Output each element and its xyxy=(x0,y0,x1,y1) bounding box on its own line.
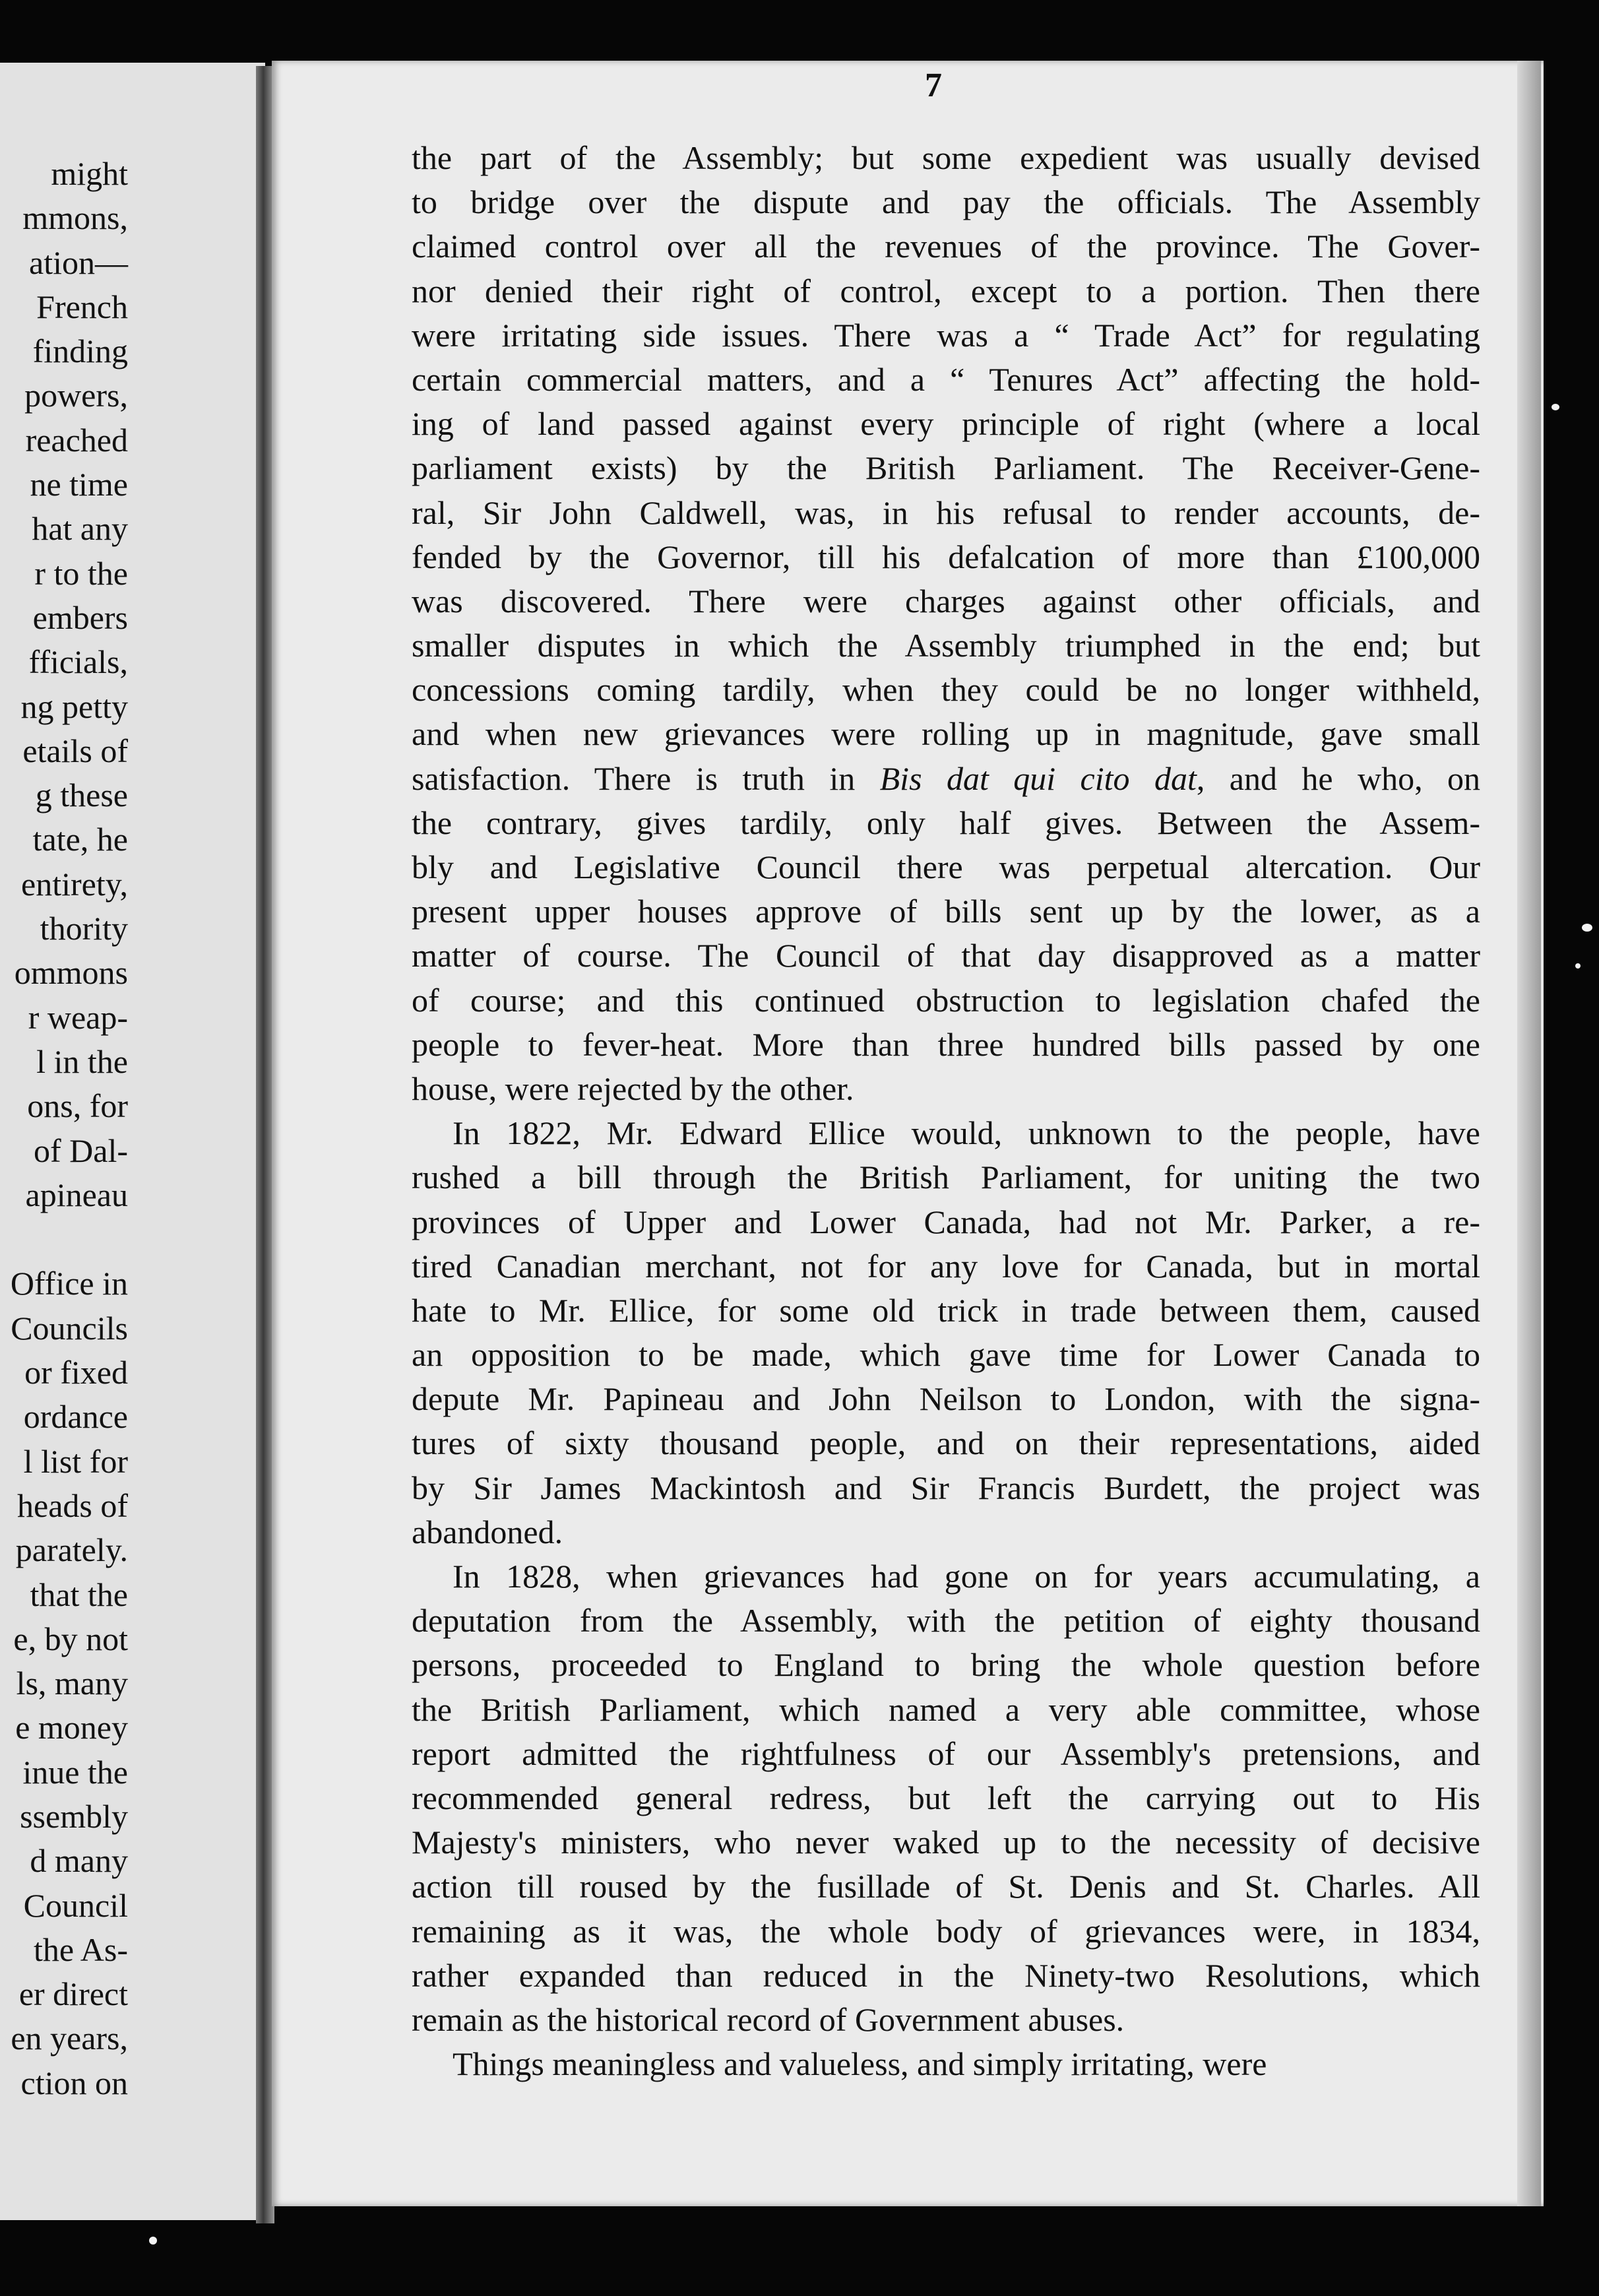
text-line: In 1822, Mr. Edward Ellice would, unknown to the people, have xyxy=(453,1114,1480,1152)
left-page-line: ordance xyxy=(23,1398,128,1436)
left-page-line: hat any xyxy=(32,510,128,548)
left-page-line: d many xyxy=(30,1842,128,1880)
left-page-line: of Dal- xyxy=(34,1132,128,1169)
text-line: hate to Mr. Ellice, for some old trick in trade between them, caused xyxy=(412,1291,1480,1329)
text-line: and when new grievances were rolling up in magnitude, gave small xyxy=(412,715,1480,753)
text-line: provinces of Upper and Lower Canada, had not Mr. Parker, a re- xyxy=(412,1203,1480,1240)
text-line: by Sir James Mackintosh and Sir Francis Burdett, the project was xyxy=(412,1469,1480,1506)
page-edge xyxy=(1517,61,1541,2206)
text-line: house, were rejected by the other. xyxy=(412,1069,854,1107)
body-text xyxy=(412,136,1480,2086)
left-facing-page xyxy=(0,63,265,2220)
text-line: was discovered. There were charges against other officials, and xyxy=(412,582,1480,620)
text-line: ing of land passed against every principle of right (where a local xyxy=(412,405,1480,443)
text-line: remain as the historical record of Government abuses. xyxy=(412,2000,1125,2038)
text-line: an opposition to be made, which gave time for Lower Canada to xyxy=(412,1336,1480,1374)
left-page-text xyxy=(0,152,128,2105)
left-page-line: ng petty xyxy=(20,687,128,725)
left-page-line: mmons, xyxy=(22,199,128,237)
left-page-line: er direct xyxy=(18,1975,128,2013)
left-page-line: etails of xyxy=(22,732,128,769)
left-page-line: powers, xyxy=(24,377,128,414)
text-line: present upper houses approve of bills sent up by the lower, as a xyxy=(412,893,1480,930)
left-page-line xyxy=(0,1217,128,1261)
text-line: fended by the Governor, till his defalcation of more than £100,000 xyxy=(412,538,1480,575)
latin-phrase: Bis dat qui cito dat xyxy=(879,759,1197,797)
text-line: people to fever-heat. More than three hundred bills passed by one xyxy=(412,1025,1480,1063)
text-line: rather expanded than reduced in the Ninety-two Resolutions, which xyxy=(412,1956,1480,1994)
text-line: recommended general redress, but left the carrying out to His xyxy=(412,1779,1480,1816)
text-line: to bridge over the dispute and pay the officials. The Assembly xyxy=(412,183,1480,221)
left-page-line: entirety, xyxy=(21,865,128,903)
left-page-line: Office in xyxy=(10,1265,128,1302)
left-page-line: g these xyxy=(35,777,128,814)
text-line: action till roused by the fusillade of St. Denis and St. Charles. All xyxy=(412,1868,1480,1905)
text-line: Majesty's ministers, who never waked up to the necessity of decisive xyxy=(412,1824,1480,1861)
left-page-line: tate, he xyxy=(32,821,128,858)
left-page-line: reached xyxy=(25,421,128,459)
left-page-line: e, by not xyxy=(13,1620,128,1657)
left-page-line: ation— xyxy=(29,243,128,281)
left-page-line: might xyxy=(51,155,128,192)
left-page-line: that the xyxy=(30,1576,128,1613)
left-page-line: ommons xyxy=(14,954,128,992)
left-page-line: heads of xyxy=(17,1486,128,1524)
scan-speck xyxy=(149,2237,157,2245)
left-page-line: r weap- xyxy=(28,998,128,1036)
text-line: remaining as it was, the whole body of grievances were, in 1834, xyxy=(412,1912,1480,1950)
text-line: claimed control over all the revenues of the province. The Gover- xyxy=(412,228,1480,265)
text-line: bly and Legislative Council there was perpetual altercation. Our xyxy=(412,848,1480,885)
text-line: persons, proceeded to England to bring the whole question before xyxy=(412,1646,1480,1684)
left-page-line: finding xyxy=(32,333,128,370)
text-line: deputation from the Assembly, with the petition of eighty thousand xyxy=(412,1602,1480,1640)
text-line: depute Mr. Papineau and John Neilson to London, with the signa- xyxy=(412,1380,1480,1418)
text-line: abandoned. xyxy=(412,1513,563,1550)
text-line: satisfaction. There is truth in Bis dat qui cito dat, and he who, on xyxy=(412,759,1480,797)
left-page-line: parately. xyxy=(15,1531,128,1569)
text-line: the contrary, gives tardily, only half gives. Between the Assem- xyxy=(412,804,1480,841)
text-line: tired Canadian merchant, not for any love for Canada, but in mortal xyxy=(412,1247,1480,1285)
left-page-line: Council xyxy=(23,1886,128,1924)
left-page-line: fficials, xyxy=(28,643,128,681)
left-page-line: e money xyxy=(15,1709,128,1746)
left-page-line: r to the xyxy=(34,554,128,592)
left-page-line: thority xyxy=(40,910,128,947)
text-line: report admitted the rightfulness of our Assembly's pretensions, and xyxy=(412,1735,1480,1772)
text-line: concessions coming tardily, when they could be no longer withheld, xyxy=(412,671,1480,709)
text-line: Things meaningless and valueless, and simply irritating, were xyxy=(453,2045,1267,2083)
left-page-line: apineau xyxy=(25,1176,128,1213)
left-page-line: ction on xyxy=(20,2064,128,2101)
scan-speck xyxy=(1552,404,1559,410)
text-line: tures of sixty thousand people, and on their representations, aided xyxy=(412,1424,1480,1462)
left-page-line: l in the xyxy=(36,1042,128,1080)
left-page-line: inue the xyxy=(22,1753,128,1791)
left-page-line: ne time xyxy=(30,466,128,503)
text-line: smaller disputes in which the Assembly triumphed in the end; but xyxy=(412,627,1480,664)
left-page-line: l list for xyxy=(23,1442,128,1480)
text-line: In 1828, when grievances had gone on for years accumulating, a xyxy=(453,1558,1480,1595)
text-line: parliament exists) by the British Parliament. The Receiver-Gene- xyxy=(412,449,1480,487)
left-page-line: ls, many xyxy=(16,1665,128,1702)
page-number: 7 xyxy=(925,67,942,104)
left-page-line: the As- xyxy=(33,1930,128,1968)
text-line: the part of the Assembly; but some expedient was usually devised xyxy=(412,139,1480,176)
text-line: matter of course. The Council of that day disapproved as a matter xyxy=(412,937,1480,974)
left-page-line: Councils xyxy=(11,1309,128,1347)
text-line: rushed a bill through the British Parliament, for uniting the two xyxy=(412,1159,1480,1196)
left-page-line: ons, for xyxy=(27,1087,128,1125)
left-page-line: en years, xyxy=(11,2020,128,2057)
left-page-line: French xyxy=(36,288,128,325)
text-line: certain commercial matters, and a “ Tenures Act” affecting the hold- xyxy=(412,360,1480,398)
text-line: ral, Sir John Caldwell, was, in his refusal to render accounts, de- xyxy=(412,494,1480,531)
scan-speck xyxy=(1575,963,1581,969)
left-page-line: ssembly xyxy=(20,1797,128,1835)
left-page-line: embers xyxy=(32,598,128,636)
left-page-line: or fixed xyxy=(24,1354,128,1391)
text-line: of course; and this continued obstruction to legislation chafed the xyxy=(412,981,1480,1019)
scan-speck xyxy=(1582,924,1592,932)
text-line: nor denied their right of control, except to a portion. Then there xyxy=(412,272,1480,309)
text-line: the British Parliament, which named a very able committee, whose xyxy=(412,1690,1480,1728)
text-line: were irritating side issues. There was a “ Trade Act” for regulating xyxy=(412,316,1480,354)
